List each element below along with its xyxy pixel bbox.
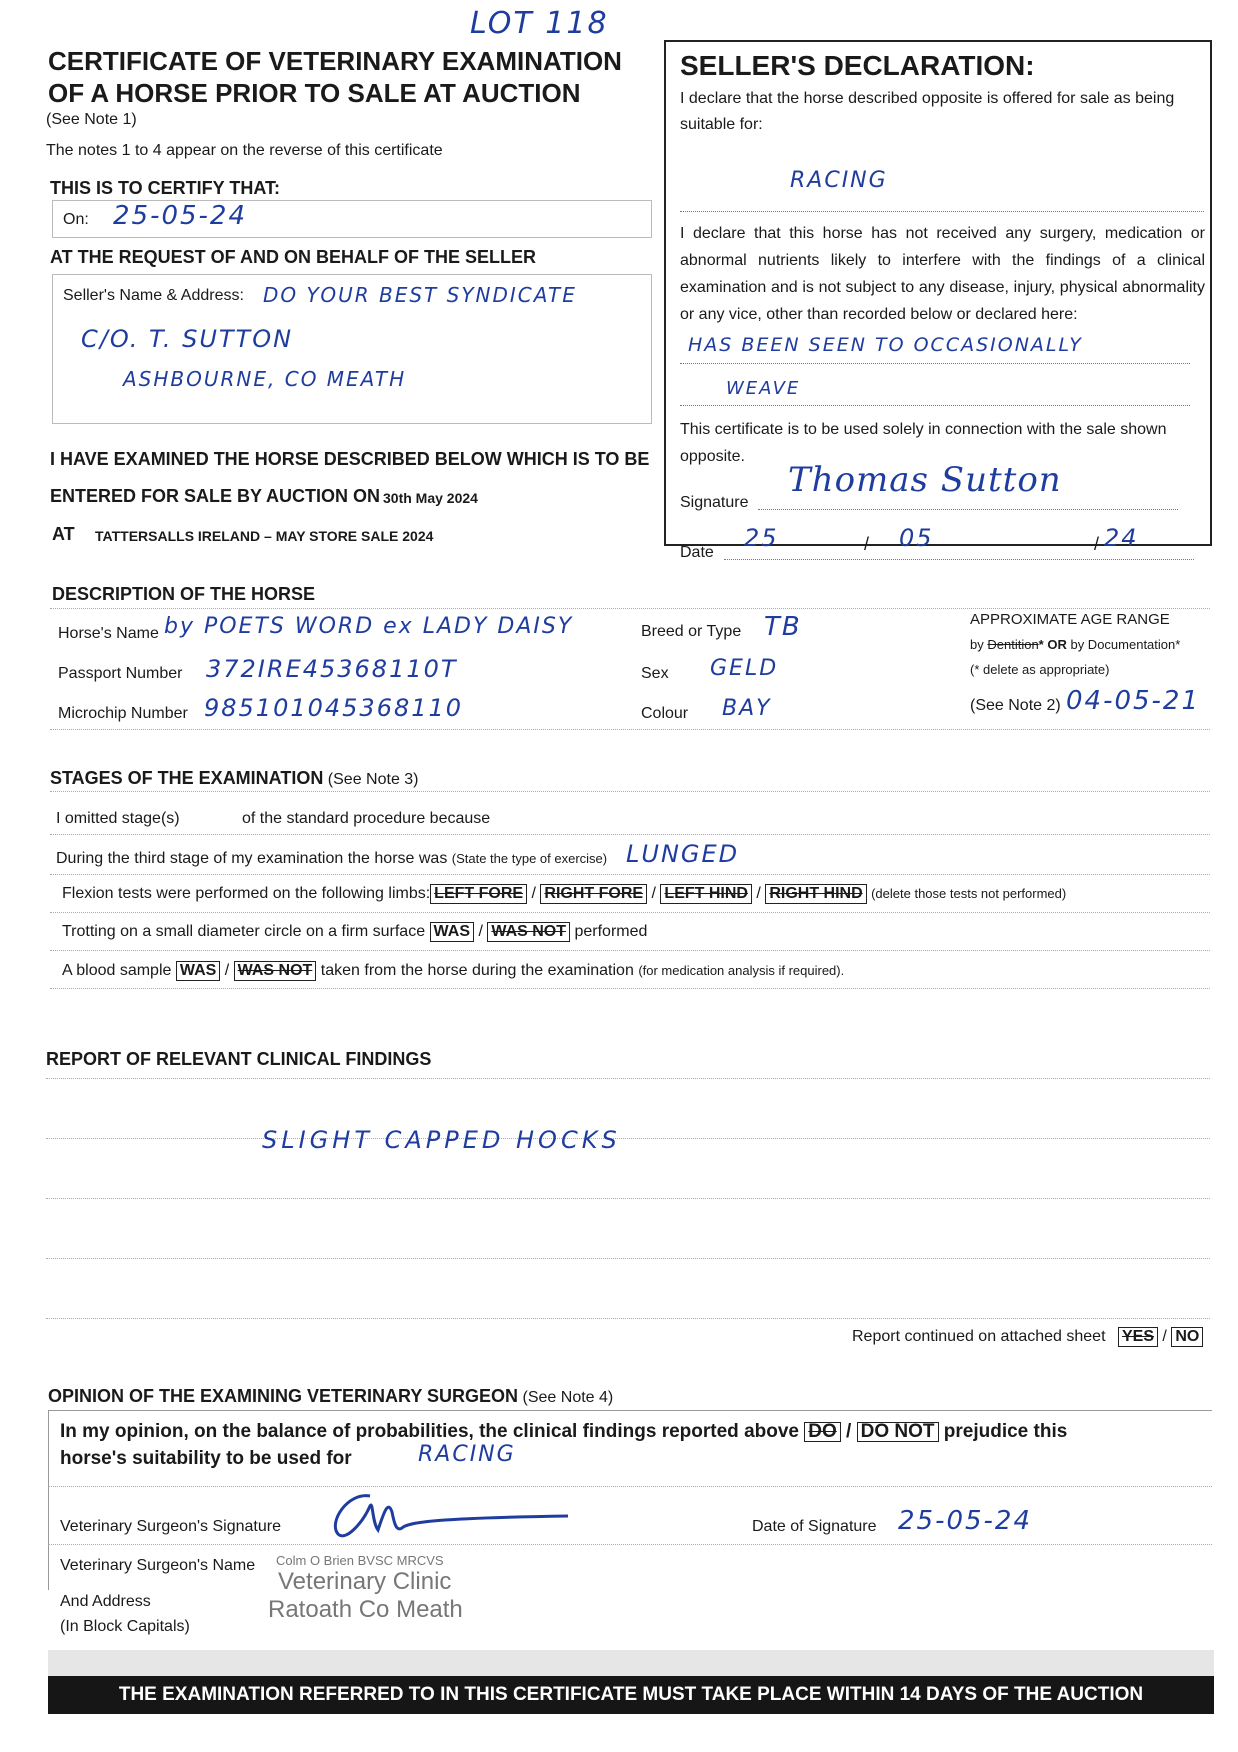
left-hind-option[interactable]: LEFT HIND xyxy=(660,884,752,904)
opinion-text-line1: In my opinion, on the balance of probabilities, the clinical findings reported above DO / DO NOT prejudice this xyxy=(60,1421,1068,1442)
age-dentition: Dentition xyxy=(987,637,1039,652)
opinion-do-option[interactable]: DO xyxy=(804,1422,841,1442)
stages-note: (See Note 3) xyxy=(327,771,419,788)
declared-line2: WEAVE xyxy=(726,378,801,399)
seller-declaration-title: SELLER'S DECLARATION: xyxy=(680,50,1035,81)
notes-line: The notes 1 to 4 appear on the reverse of this certificate xyxy=(46,142,443,159)
blood-was-option[interactable]: WAS xyxy=(176,961,220,981)
seller-declaration-para3: This certificate is to be used solely in connection with the sale shown opposite. xyxy=(680,421,1167,465)
block-capitals-note: (In Block Capitals) xyxy=(60,1618,190,1635)
clinical-finding[interactable]: SLIGHT CAPPED HOCKS xyxy=(262,1126,621,1154)
trot-row: Trotting on a small diameter circle on a firm surface WAS / WAS NOT performed xyxy=(62,923,648,940)
opinion-used-for[interactable]: RACING xyxy=(418,1442,516,1467)
suitable-for-field[interactable] xyxy=(680,160,1204,212)
vet-signature-label: Veterinary Surgeon's Signature xyxy=(60,1518,281,1535)
blood-row: A blood sample WAS / WAS NOT taken from the horse during the examination (for medication analysis if required). xyxy=(62,962,845,979)
vet-stamp-clinic: Veterinary Clinic xyxy=(278,1568,452,1595)
omitted-because-label: of the standard procedure because xyxy=(242,810,491,827)
date-year: 24 xyxy=(1104,524,1139,552)
age-by-documentation: by Documentation* xyxy=(1070,637,1181,652)
on-date-field[interactable] xyxy=(52,200,652,238)
left-fore-option[interactable]: LEFT FORE xyxy=(430,884,527,904)
trot-performed: performed xyxy=(574,923,648,940)
report-no-option[interactable]: NO xyxy=(1171,1327,1203,1347)
on-value: 25-05-24 xyxy=(113,201,248,231)
report-heading: REPORT OF RELEVANT CLINICAL FINDINGS xyxy=(46,1049,432,1069)
opinion-note: (See Note 4) xyxy=(522,1389,614,1406)
at-label: AT xyxy=(52,524,75,544)
age-by: by xyxy=(970,637,984,652)
blood-was-not-option[interactable]: WAS NOT xyxy=(234,961,317,981)
examined-line1: I HAVE EXAMINED THE HORSE DESCRIBED BELOW WHICH IS TO BE xyxy=(50,449,650,469)
age-heading: APPROXIMATE AGE RANGE xyxy=(970,611,1170,628)
flexion-note: (delete those tests not performed) xyxy=(871,886,1067,901)
seller-line2: C/O. T. SUTTON xyxy=(81,325,294,353)
vet-signature[interactable] xyxy=(318,1482,578,1544)
horse-name-label: Horse's Name xyxy=(58,625,159,642)
description-heading: DESCRIPTION OF THE HORSE xyxy=(52,584,316,604)
report-yes-option[interactable]: YES xyxy=(1118,1327,1158,1347)
right-fore-option[interactable]: RIGHT FORE xyxy=(540,884,647,904)
opinion-heading: OPINION OF THE EXAMINING VETERINARY SURGEON xyxy=(48,1386,519,1406)
passport-value[interactable]: 372IRE45368110T xyxy=(206,655,458,683)
opinion-text-c: horse's suitability to be used for xyxy=(60,1448,352,1469)
declared-line1: HAS BEEN SEEN TO OCCASIONALLY xyxy=(688,334,1083,356)
right-hind-option[interactable]: RIGHT HIND xyxy=(765,884,866,904)
third-stage-row xyxy=(56,850,607,868)
lot-number: LOT 118 xyxy=(470,6,609,41)
signature-label: Signature xyxy=(680,494,749,511)
sex-value[interactable]: GELD xyxy=(710,656,779,681)
certify-heading: THIS IS TO CERTIFY THAT: xyxy=(50,178,281,198)
vet-stamp-location: Ratoath Co Meath xyxy=(268,1596,463,1623)
opinion-text-b: prejudice this xyxy=(943,1421,1068,1442)
passport-label: Passport Number xyxy=(58,665,183,682)
flexion-label: Flexion tests were performed on the following limbs: xyxy=(62,885,431,902)
date-month: 05 xyxy=(899,524,934,552)
date-of-signature-label: Date of Signature xyxy=(752,1518,877,1535)
sex-label: Sex xyxy=(641,665,669,682)
stages-heading: STAGES OF THE EXAMINATION xyxy=(50,768,324,788)
declared-line1-field[interactable] xyxy=(680,330,1190,364)
age-value[interactable]: 04-05-21 xyxy=(1066,686,1201,716)
see-note-1: (See Note 1) xyxy=(46,111,137,128)
age-or: * OR xyxy=(1038,637,1067,652)
trot-was-option[interactable]: WAS xyxy=(430,922,474,942)
auction-venue: TATTERSALLS IRELAND – MAY STORE SALE 2024 xyxy=(95,528,434,544)
report-continued-row: Report continued on attached sheet YES / NO xyxy=(852,1327,1203,1347)
suitable-for-value: RACING xyxy=(790,168,888,193)
vet-address-label: And Address xyxy=(60,1593,151,1610)
blood-note: (for medication analysis if required). xyxy=(638,963,845,978)
examined-line2: ENTERED FOR SALE BY AUCTION ON xyxy=(50,486,381,506)
blood-tail: taken from the horse during the examination xyxy=(320,962,634,979)
third-stage-note: (State the type of exercise) xyxy=(451,851,608,866)
third-stage-label: During the third stage of my examination the horse was xyxy=(56,850,448,867)
seller-declaration-box xyxy=(664,40,1212,561)
footer-banner: THE EXAMINATION REFERRED TO IN THIS CERTIFICATE MUST TAKE PLACE WITHIN 14 DAYS OF THE AUCTION xyxy=(48,1676,1214,1714)
vet-name-label: Veterinary Surgeon's Name xyxy=(60,1557,256,1574)
seller-address-field[interactable] xyxy=(52,274,652,424)
colour-value[interactable]: BAY xyxy=(722,696,772,721)
blood-label: A blood sample xyxy=(62,962,172,979)
seller-declaration-para1: I declare that the horse described opposite is offered for sale as being suitable for: xyxy=(680,90,1175,133)
horse-name-value[interactable]: by POETS WORD ex LADY DAISY xyxy=(164,614,574,639)
opinion-heading-row xyxy=(48,1386,613,1407)
certificate-title-line1: CERTIFICATE OF VETERINARY EXAMINATION xyxy=(48,46,622,76)
date-of-signature-value[interactable]: 25-05-24 xyxy=(898,1506,1033,1536)
date-day: 25 xyxy=(744,524,779,552)
age-see-note: (See Note 2) xyxy=(970,697,1061,714)
breed-label: Breed or Type xyxy=(641,623,742,640)
stages-heading-row xyxy=(50,768,419,789)
opinion-text-a: In my opinion, on the balance of probabilities, the clinical findings reported above xyxy=(60,1421,799,1442)
seller-signature[interactable] xyxy=(758,462,1178,510)
auction-date: 30th May 2024 xyxy=(383,490,478,506)
seller-signature-value: Thomas Sutton xyxy=(788,460,1062,500)
vet-stamp-name: Colm O Brien BVSC MRCVS xyxy=(276,1553,444,1568)
trot-was-not-option[interactable]: WAS NOT xyxy=(487,922,570,942)
certificate-title-line2: OF A HORSE PRIOR TO SALE AT AUCTION xyxy=(48,78,581,108)
seller-line1: DO YOUR BEST SYNDICATE xyxy=(263,283,577,307)
opinion-do-not-option[interactable]: DO NOT xyxy=(857,1422,939,1442)
seller-declaration-para2: I declare that this horse has not received any surgery, medication or abnormal nutrients likely to interfere with the findings of a clinical examination and is not subject to any disease, injury, physical abnormality or any vice, other than recorded below or declared here: xyxy=(680,225,1205,323)
breed-value[interactable]: TB xyxy=(764,612,802,642)
seller-label: Seller's Name & Address: xyxy=(63,287,244,304)
report-continued-label: Report continued on attached sheet xyxy=(852,1328,1106,1345)
declared-line2-field[interactable] xyxy=(680,372,1190,406)
colour-label: Colour xyxy=(641,705,689,722)
omitted-stages-label: I omitted stage(s) xyxy=(56,810,180,827)
microchip-value[interactable]: 985101045368110 xyxy=(204,694,464,722)
date-label: Date xyxy=(680,544,714,561)
age-delete-note: (* delete as appropriate) xyxy=(970,662,1110,677)
seller-date-field[interactable]: 25 / 05 / 24 xyxy=(724,520,1194,560)
seller-line3: ASHBOURNE, CO MEATH xyxy=(123,367,407,391)
microchip-label: Microchip Number xyxy=(58,705,188,722)
third-stage-value[interactable]: LUNGED xyxy=(626,840,740,868)
flexion-row: Flexion tests were performed on the following limbs: LEFT FORE / RIGHT FORE / LEFT HIND / RIGHT HIND (delete those tests not performed) xyxy=(62,885,1067,902)
trot-label: Trotting on a small diameter circle on a firm surface xyxy=(62,923,426,940)
request-heading: AT THE REQUEST OF AND ON BEHALF OF THE SELLER xyxy=(50,247,536,267)
on-label: On: xyxy=(63,211,89,228)
age-method-line xyxy=(970,637,1180,652)
